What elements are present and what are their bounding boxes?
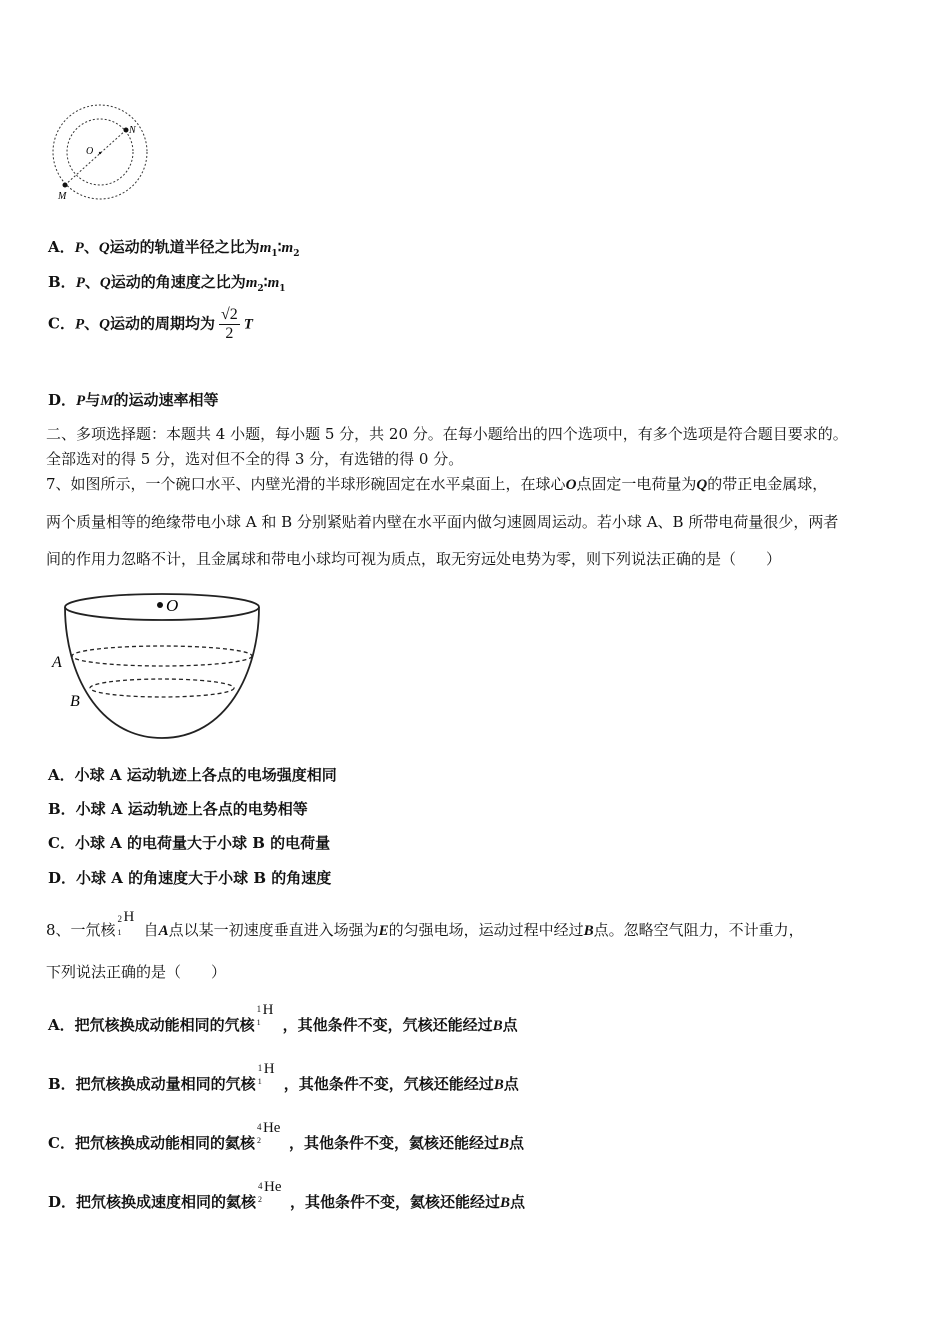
q7-option-d: D．小球 A 的角速度大于小球 B 的角速度 <box>48 869 332 887</box>
section2-line1: 二、多项选择题：本题共 4 小题，每小题 5 分，共 20 分。在每小题给出的四个选项中，有多个选项是符合题目要求的。 <box>46 425 848 443</box>
bowl-label-a: A <box>52 654 62 671</box>
label-o: O <box>86 146 94 157</box>
q8-option-d: D．把氘核换成速度相同的氦核 4 2 He ，其他条件不变，氦核还能经过B点 <box>48 1179 526 1211</box>
q7-stem-line3: 间的作用力忽略不计，且金属球和带电小球均可视为质点，取无穷远处电势为零，则下列说法正确的是（ ） <box>46 550 782 568</box>
q7-option-a: A．小球 A 运动轨迹上各点的电场强度相同 <box>48 766 337 784</box>
orbit-figure <box>48 100 158 208</box>
label-m: M <box>58 191 67 202</box>
point-n <box>124 128 129 133</box>
point-m <box>63 183 68 188</box>
sqrt2-over-2-fraction: $\frac{√2}{2}$ <box>221 306 238 342</box>
q6-option-c: C．P、Q运动的周期均为 $\frac{√2}{2}$ T <box>48 306 253 342</box>
bowl-label-o: O <box>166 596 179 615</box>
q7-stem-line2: 两个质量相等的绝缘带电小球 A 和 B 分别紧贴着内壁在水平面内做匀速圆周运动。若小球 A、B 所带电荷量很少，两者 <box>46 513 839 531</box>
q6-option-d: D．P与M的运动速率相等 <box>48 391 219 409</box>
helium-symbol: 4 2 He <box>258 1179 282 1204</box>
center-o <box>99 152 101 154</box>
orbit-b <box>90 679 234 697</box>
q8-option-a: A．把氘核换成动能相同的氕核 1 1 H ，其他条件不变，氕核还能经过B点 <box>48 1002 518 1034</box>
q7-option-b: B．小球 A 运动轨迹上各点的电势相等 <box>48 800 308 818</box>
bowl-figure <box>48 588 268 748</box>
bowl-body <box>65 607 259 738</box>
helium-symbol: 4 2 He <box>256 1120 281 1145</box>
orbit-a <box>72 646 252 666</box>
protium-symbol: 1 1 H <box>256 1002 274 1027</box>
q8-stem-line1: 8、一氘核 2 1 H 自A点以某一初速度垂直进入场强为E的匀强电场，运动过程中经过B点。忽略空气阻力，不计重力， <box>46 909 804 939</box>
label-n: N <box>129 125 136 136</box>
protium-symbol: 1 1 H <box>257 1061 275 1086</box>
deuterium-symbol: 2 1 H <box>117 909 135 937</box>
q6-option-a: A．P、Q运动的轨道半径之比为$m_1∶m_2$ <box>48 238 300 259</box>
q6-option-b: B．P、Q运动的角速度之比为$m_2∶m_1$ <box>48 273 286 294</box>
q8-stem-line2: 下列说法正确的是（ ） <box>46 963 227 981</box>
q8-option-c: C．把氘核换成动能相同的氦核 4 2 He ，其他条件不变，氦核还能经过B点 <box>48 1120 524 1152</box>
section2-line2: 全部选对的得 5 分，选对但不全的得 3 分，有选错的得 0 分。 <box>46 450 464 468</box>
bowl-label-b: B <box>70 693 80 710</box>
diameter-line <box>65 130 126 185</box>
center-o-dot <box>157 602 163 608</box>
q8-option-b: B．把氘核换成动量相同的氕核 1 1 H ，其他条件不变，氕核还能经过B点 <box>48 1061 519 1093</box>
q7-stem-line1: 7、如图所示，一个碗口水平、内壁光滑的半球形碗固定在水平桌面上，在球心O点固定一电荷量为Q的带正电金属球， <box>46 475 828 493</box>
q7-option-c: C．小球 A 的电荷量大于小球 B 的电荷量 <box>48 834 331 852</box>
